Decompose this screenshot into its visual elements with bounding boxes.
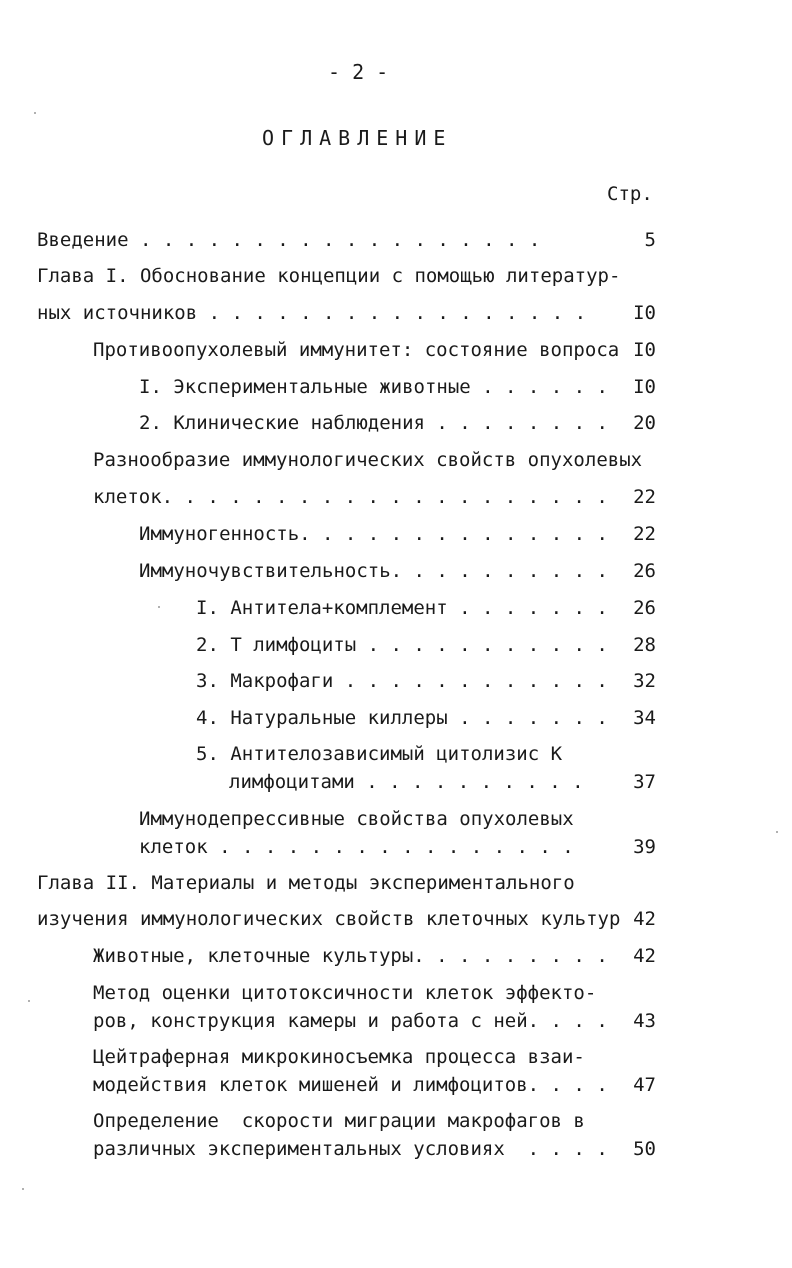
- toc-entry-page: 37: [633, 771, 656, 793]
- scan-speck: [22, 1188, 24, 1190]
- toc-entry-page: 28: [633, 634, 656, 656]
- toc-entry-page: 42: [633, 908, 656, 930]
- toc-entry-text: лимфоцитами . . . . . . . . . .: [229, 771, 584, 793]
- toc-entry-text: Цейтраферная микрокиносъемка процесса взаи-: [93, 1046, 585, 1068]
- toc-entry-text: различных экспериментальных условиях . . . .: [93, 1138, 608, 1160]
- toc-title: ОГЛАВЛЕНИЕ: [262, 126, 453, 150]
- toc-entry-text: Определение скорости миграции макрофагов в: [93, 1110, 585, 1132]
- toc-entry-text: Иммуногенность. . . . . . . . . . . . . .: [139, 523, 608, 545]
- page-column-label: Стр.: [607, 183, 653, 205]
- toc-entry-page: I0: [633, 302, 656, 324]
- toc-entry-page: 26: [633, 597, 656, 619]
- toc-entry-text: клеток. . . . . . . . . . . . . . . . . . . .: [93, 486, 608, 508]
- toc-entry-text: 3. Макрофаги . . . . . . . . . . . .: [196, 670, 608, 692]
- toc-entry-text: I. Экспериментальные животные . . . . . .: [139, 376, 608, 398]
- toc-entry-text: модействия клеток мишеней и лимфоцитов. . . .: [93, 1074, 608, 1096]
- toc-entry-text: Иммунодепрессивные свойства опухолевых: [139, 808, 574, 830]
- toc-entry-page: 34: [633, 707, 656, 729]
- toc-entry-text: Глава II. Материалы и методы экспериментального: [37, 872, 575, 894]
- toc-entry-text: Разнообразие иммунологических свойств опухолевых: [93, 449, 643, 471]
- scan-speck: [28, 1000, 30, 1002]
- toc-entry-text: Глава I. Обоснование концепции с помощью литератур-: [37, 265, 621, 287]
- toc-entry-text: 4. Натуральные киллеры . . . . . . .: [196, 707, 608, 729]
- toc-entry-text: клеток . . . . . . . . . . . . . . . .: [139, 836, 574, 858]
- toc-entry-text: изучения иммунологических свойств клеточных культур: [37, 908, 621, 930]
- toc-entry-text: Противоопухолевый иммунитет: состояние вопроса: [93, 339, 620, 361]
- toc-entry-text: Животные, клеточные культуры. . . . . . . . .: [93, 945, 608, 967]
- toc-entry-text: Иммуночувствительность. . . . . . . . . .: [139, 560, 608, 582]
- toc-entry-text: 2. Т лимфоциты . . . . . . . . . . .: [196, 634, 608, 656]
- toc-entry-page: 26: [633, 560, 656, 582]
- toc-entry-text: Метод оценки цитотоксичности клеток эффекто-: [93, 982, 597, 1004]
- toc-entry-page: I0: [633, 339, 656, 361]
- toc-entry-page: 22: [633, 486, 656, 508]
- toc-entry-text: 2. Клинические наблюдения . . . . . . . .: [139, 412, 608, 434]
- scan-speck: [34, 112, 36, 114]
- toc-entry-text: 5. Антителозависимый цитолизис К: [196, 743, 563, 765]
- page-number: - 2 -: [328, 60, 389, 84]
- toc-entry-text: ров, конструкция камеры и работа с ней. . . .: [93, 1010, 608, 1032]
- toc-entry-page: 42: [633, 945, 656, 967]
- toc-entry-text: Введение . . . . . . . . . . . . . . . . . .: [37, 229, 541, 251]
- toc-entry-page: 47: [633, 1074, 656, 1096]
- scan-speck: [776, 831, 778, 833]
- toc-entry-text: ных источников . . . . . . . . . . . . . . . . .: [37, 302, 587, 324]
- toc-entry-page: 20: [633, 412, 656, 434]
- toc-entry-text: I. Антитела+комплемент . . . . . . .: [196, 597, 608, 619]
- toc-entry-page: I0: [633, 376, 656, 398]
- toc-entry-page: 43: [633, 1010, 656, 1032]
- toc-entry-page: 5: [644, 229, 656, 251]
- toc-entry-page: 39: [633, 836, 656, 858]
- scan-speck: [158, 606, 160, 608]
- toc-entry-page: 22: [633, 523, 656, 545]
- toc-entry-page: 32: [633, 670, 656, 692]
- toc-entry-page: 50: [633, 1138, 656, 1160]
